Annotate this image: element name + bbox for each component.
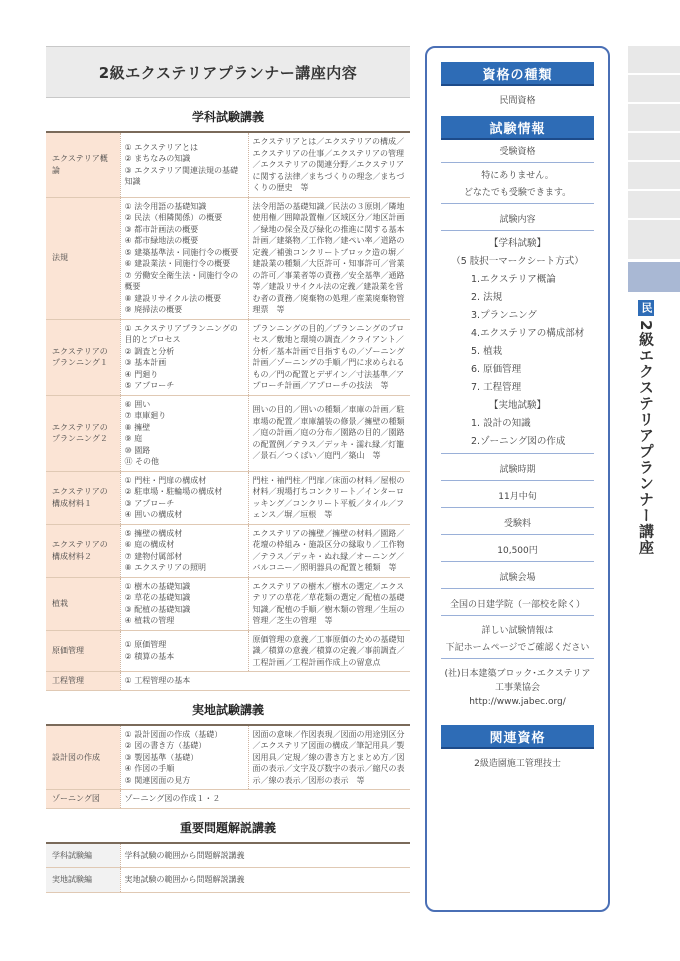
table-row	[46, 630, 410, 672]
topic-item: ② 草花の基礎知識	[124, 593, 191, 602]
index-tab	[628, 46, 680, 74]
topic-item: ⑥ 囲い	[124, 399, 151, 409]
side-tab-badge: 民	[640, 302, 653, 314]
table-row	[46, 471, 410, 524]
topics-cell	[120, 319, 248, 395]
topic-item: ④ 都市緑地法の概要	[124, 236, 199, 245]
topic-item: ④ 作図の手順	[124, 764, 175, 773]
topic-item: ① 設計図面の作成（基礎）	[124, 729, 223, 739]
review-section-title: 重要問題解説講義	[46, 809, 410, 844]
active-index-tab	[628, 262, 680, 292]
topic-item: ゾーニング図の作成１・２	[124, 794, 221, 803]
table-row	[46, 524, 410, 577]
subject-cell: エクステリア概論	[46, 133, 120, 197]
related-qualification-value: 2級造園施工管理技士	[474, 759, 561, 769]
topic-item: ⑨ 廃掃法の概要	[124, 305, 183, 314]
topics-cell	[120, 524, 248, 577]
organization-name-1: (社)日本建築ブロック･エクステリア	[444, 669, 591, 679]
topic-item: ⑤ アプローチ	[124, 381, 175, 390]
table-row	[46, 133, 410, 197]
exam-subject-item: 5. 植栽	[471, 346, 503, 357]
topic-item: ④ 植栽の管理	[124, 616, 175, 625]
topic-item: ⑤ 建築基準法・同施行令の概要	[124, 247, 239, 257]
topic-item: ③ 基本計画	[124, 358, 167, 367]
topic-item: ① 樹木の基礎知識	[124, 581, 191, 591]
topic-item: ⑥ 庭の構成材	[124, 540, 175, 549]
topic-item: ⑥ 建設業法・同施行令の概要	[124, 259, 231, 268]
topic-item: ④ 囲いの構成材	[124, 510, 183, 519]
exam-subject-item: 4.エクステリアの構成部材	[471, 328, 585, 339]
topic-item: ② まちなみの知識	[124, 154, 191, 164]
written-exam-label: 【学科試験】	[488, 238, 546, 249]
topic-item: ① 法令用語の基礎知識	[124, 201, 207, 211]
topic-item: ⑧ エクステリアの照明	[124, 563, 206, 572]
exam-content-label: 試験内容	[441, 204, 594, 231]
eligibility-value-1: 特にありません。	[481, 171, 554, 181]
exam-subject-item: 1.エクステリア概論	[471, 274, 556, 285]
practical-section-title: 実地試験講義	[46, 691, 410, 726]
exam-fee-value: 10,500円	[441, 535, 594, 562]
topic-item: ③ エクステリア関連法規の基礎知識	[124, 165, 238, 187]
eligibility-value-2: どなたでも受験できます。	[441, 183, 594, 204]
detail-cell: プランニングの目的／プランニングのプロセス／敷地と環境の調査／クライアント／分析／基本計画で目指すもの／ゾーニング計画／ゾーニングの手順／門に求められるもの／門の配置とデザイン／寸法基準／アプローチ計画／アプローチの技法 等	[248, 319, 410, 395]
index-tab	[628, 162, 680, 190]
subject-cell: 原価管理	[46, 630, 120, 672]
table-row	[46, 790, 410, 809]
topic-item: ⑤ 擁壁の構成材	[124, 528, 183, 538]
topics-cell	[120, 790, 410, 809]
subject-cell: ゾーニング図	[46, 790, 120, 809]
exam-period-label: 試験時期	[441, 454, 594, 481]
review-subject-cell: 学科試験編	[46, 844, 120, 868]
index-tab	[628, 191, 680, 219]
table-row	[46, 395, 410, 471]
exam-subject-item: 2. 法規	[471, 292, 503, 303]
topic-item: ① 工程管理の基本	[124, 676, 191, 685]
topic-item: ① 門柱・門扉の構成材	[124, 475, 207, 485]
detail-cell: 門柱・袖門柱／門扉／床面の材料／屋根の材料／現場打ちコンクリート／インターロッキング／コンクリート平板／タイル／フェンス／塀／垣根 等	[248, 471, 410, 524]
exam-subject-item: 6. 原価管理	[471, 364, 522, 375]
topic-item: ① エクステリアプランニングの目的とプロセス	[124, 323, 238, 344]
detail-cell: エクステリアの擁壁／擁壁の材料／園路／花壇の枠組み・施設区分の縁取り／工作物／テラス／デッキ・ぬれ縁／オーニング／バルコニー／照明器具の配置と種類 等	[248, 524, 410, 577]
exam-info-heading: 試験情報	[441, 116, 594, 140]
related-qualification-heading: 関連資格	[441, 725, 594, 749]
eligibility-label: 受験資格	[441, 140, 594, 163]
topic-item: ⑦ 建物付属部材	[124, 551, 183, 561]
topics-cell	[120, 630, 248, 672]
side-tab-text: 2級エクステリアプランナー講座	[637, 320, 655, 556]
practical-exam-label: 【実地試験】	[488, 400, 546, 411]
topic-item: ② 図の書き方（基礎）	[124, 741, 207, 750]
topic-item: ③ アプローチ	[124, 498, 175, 508]
detail-cell: エクステリアの樹木／樹木の選定／エクステリアの草花／草花類の選定／配植の基礎知識／配植の手順／樹木類の管理／生垣の管理／芝生の管理 等	[248, 577, 410, 630]
detail-cell: 原価管理の意義／工事原価のための基礎知識／積算の意義／積算の定義／事前調査／工程計画／工程計画作成上の留意点	[248, 630, 410, 672]
practical-table	[46, 726, 410, 809]
exam-subject-item: 3.プランニング	[471, 310, 537, 321]
subject-cell: 工程管理	[46, 672, 120, 691]
topic-item: ⑦ 労働安全衛生法・同施行令の概要	[124, 270, 239, 291]
exam-venue-value: 全国の日建学院（一部校を除く）	[441, 589, 594, 616]
exam-period-value: 11月中旬	[441, 481, 594, 508]
index-tab	[628, 133, 680, 161]
topic-item: ④ 門廻り	[124, 369, 159, 379]
detail-cell: 図面の意味／作図表現／図面の用途別区分／エクステリア図面の構成／筆記用具／製図用具／定規／線の書き方とまとめ方／図面の表示／文字及び数字の表示／縮尺の表示／線の表示／図形の表示 等	[248, 726, 410, 790]
qualification-value: 民間資格	[499, 96, 536, 106]
subject-cell: エクステリアのプランニング１	[46, 319, 120, 395]
topics-cell	[120, 395, 248, 471]
exam-fee-label: 受験料	[441, 508, 594, 535]
topic-item: ⑧ 擁壁	[124, 422, 151, 432]
subject-cell: 法規	[46, 197, 120, 319]
written-section-title: 学科試験講義	[46, 98, 410, 133]
subject-cell: エクステリアの構成材料１	[46, 471, 120, 524]
topic-item: ③ 配植の基礎知識	[124, 604, 191, 614]
review-text-cell: 学科試験の範囲から問題解説講義	[120, 844, 410, 868]
organization-url[interactable]: http://www.jabec.org/	[469, 697, 566, 707]
side-tab-label	[636, 300, 657, 555]
subject-cell: 植栽	[46, 577, 120, 630]
exam-subject-item: 1. 設計の知識	[471, 418, 531, 429]
topics-cell	[120, 577, 248, 630]
written-exam-list	[427, 271, 608, 397]
detail-cell: 法令用語の基礎知識／民法の３原則／隣地使用権／囲障設置権／区域区分／地区計画／緑地の保全及び緑化の推進に関する基本計画／建築物／工作物／建ぺい率／道路の定義／補強コンクリートブロック造の塀／建設業の種類／大臣許可・知事許可／営業の許可／事業者等の責務／安全基準／通路等／建設リサイクル法の定義／建設業を営む者の責務／廃棄物の処理／産業廃棄物管理票 等	[248, 197, 410, 319]
info-text-1: 詳しい試験情報は	[481, 626, 554, 636]
detail-cell: 囲いの目的／囲いの種類／車庫の計画／駐車場の配置／車庫舗装の修景／擁壁の種類／庭の計画／庭の分布／園路の目的／園路の配置例／テラス／デッキ・濡れ縁／灯籠／景石／つくばい／庭門／築山 等	[248, 395, 410, 471]
practical-exam-list	[441, 415, 594, 454]
topic-item: ① エクステリアとは	[124, 142, 198, 152]
exam-venue-label: 試験会場	[441, 562, 594, 589]
topic-item: ② 駐車場・駐輪場の構成材	[124, 487, 223, 496]
topic-item: ② 調査と分析	[124, 346, 175, 356]
subject-cell: 設計図の作成	[46, 726, 120, 790]
topic-item: ⑪ その他	[124, 457, 160, 466]
subject-cell: エクステリアの構成材料２	[46, 524, 120, 577]
topics-cell	[120, 672, 410, 691]
subject-cell: エクステリアのプランニング２	[46, 395, 120, 471]
table-row	[46, 844, 410, 868]
course-content	[46, 46, 410, 893]
index-tab	[628, 104, 680, 132]
topic-item: ③ 都市計画法の概要	[124, 224, 199, 234]
qualification-heading: 資格の種類	[441, 62, 594, 86]
topic-item: ③ 製図基準（基礎）	[124, 752, 199, 762]
exam-info-sidebar	[425, 46, 610, 912]
topic-item: ② 積算の基本	[124, 651, 175, 661]
table-row	[46, 197, 410, 319]
topic-item: ⑦ 車庫廻り	[124, 411, 167, 420]
topic-item: ⑧ 建設リサイクル法の概要	[124, 293, 222, 303]
written-exam-format: （5 肢択一マークシート方式）	[451, 256, 584, 267]
table-row	[46, 726, 410, 790]
topic-item: ② 民法（相隣関係）の概要	[124, 213, 223, 222]
info-text-2: 下記ホームページでご確認ください	[441, 638, 594, 659]
page-title: 2級エクステリアプランナー講座内容	[46, 46, 410, 98]
table-row	[46, 319, 410, 395]
exam-subject-item: 2.ゾーニング図の作成	[471, 436, 566, 447]
topic-item: ⑩ 園路	[124, 445, 151, 455]
topics-cell	[120, 133, 248, 197]
topics-cell	[120, 471, 248, 524]
exam-subject-item: 7. 工程管理	[471, 382, 522, 393]
topic-item: ⑨ 庭	[124, 434, 143, 443]
review-text-cell: 実地試験の範囲から問題解説講義	[120, 868, 410, 893]
topic-item: ① 原価管理	[124, 640, 167, 650]
topics-cell	[120, 726, 248, 790]
topics-cell	[120, 197, 248, 319]
table-row	[46, 577, 410, 630]
written-table	[46, 133, 410, 691]
table-row	[46, 868, 410, 893]
index-tab	[628, 220, 680, 260]
topic-item: ⑤ 関連図面の見方	[124, 775, 191, 785]
organization-name-2: 工事業協会	[494, 683, 540, 693]
review-table	[46, 844, 410, 893]
review-subject-cell: 実地試験編	[46, 868, 120, 893]
table-row	[46, 672, 410, 691]
detail-cell: エクステリアとは／エクステリアの構成／エクステリアの仕事／エクステリアの管理／エクステリアの関連分野／エクステリアに関する法律／まちづくりの理念／まちづくりの歴史 等	[248, 133, 410, 197]
index-tab	[628, 75, 680, 103]
